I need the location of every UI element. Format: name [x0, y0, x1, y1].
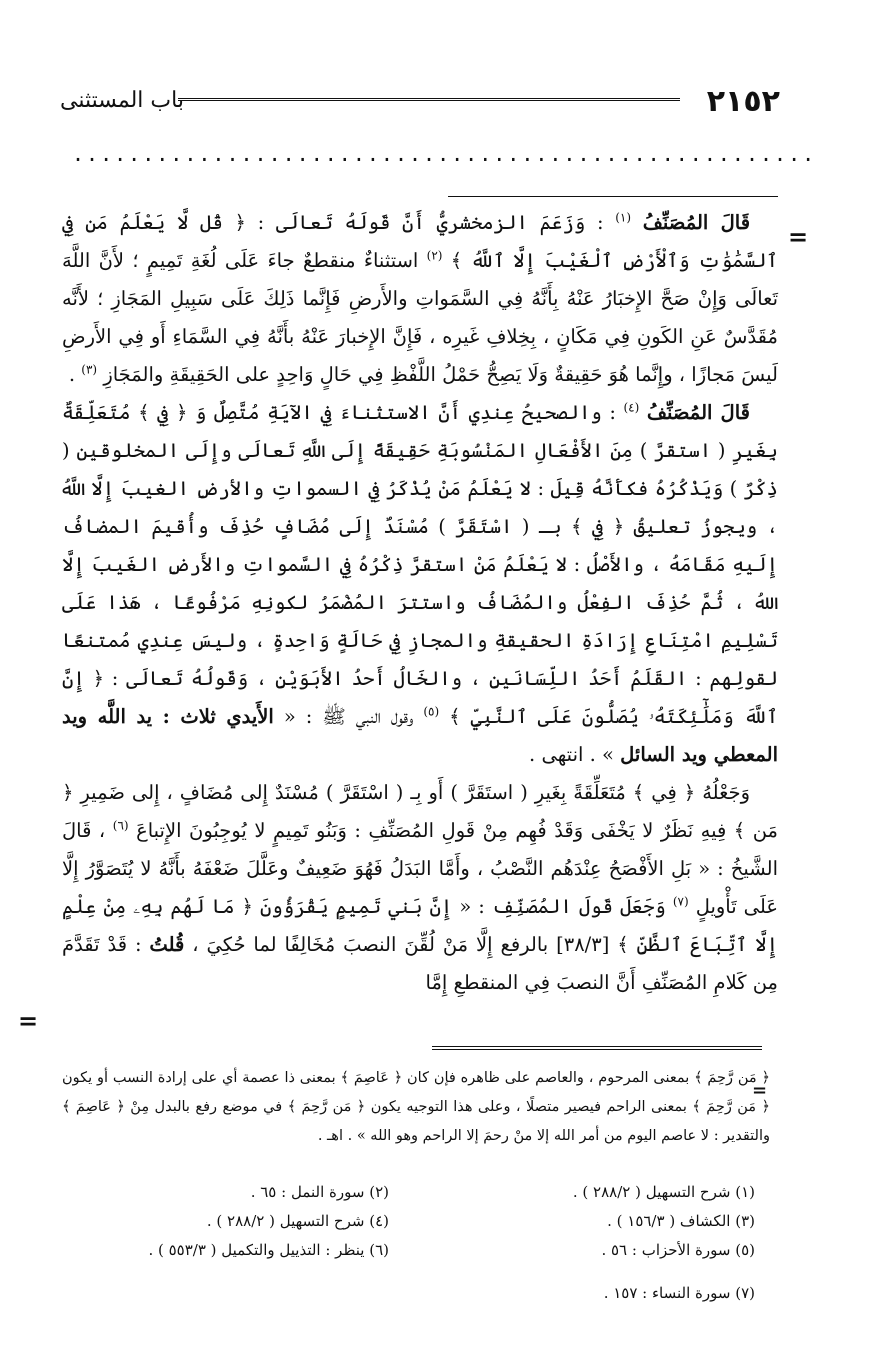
continuation-mark-in: = — [788, 222, 809, 251]
chapter-title: باب المستثنى — [60, 88, 184, 113]
body-text: . — [68, 363, 76, 386]
footnote-continuation-mark: = — [752, 1080, 768, 1101]
footnote-text: ﴿ مَن رَّحِمَ ﴾ بمعنى المرحوم ، والعاصم على ظاهره فإن كان ﴿ عَاصِمَ ﴾ بمعنى ذا عصمة أي على إرادة النسب أو يكون ﴿ مَن رَّحِمَ ﴾ بمعنى الراحم فيصير متصلًا ، وعلى هذا التوجيه يكون ﴿ مَن رَّحِمَ ﴾ في موضع رفع بالبدل مِنْ ﴿ عَاصِمَ ﴾ والتقدير : لا عاصم اليوم من أمر الله إلا منْ رحمَ إلا الراحم وهو الله » . اهـ . — [62, 1070, 770, 1144]
body-text: : والصحيحُ عِندِي أَنَّ الاستثناءَ فِي الآيَةِ مُتَّصِلٌ وَ ﴿ فِي ﴾ مُتَعَلِّقَةٌ بِغَيرِ ( استقرَّ ) مِنَ الأَفْعَالِ المَنْسُوبَةِ حَقِيقَةً إِلَى اللَّهِ تَعالَى وإِلَى المخلوقين ( ذِكْرٌ ) وَيَذْكُرُهُ فكأَنَّهُ قِيلَ : لا يَعْلَمُ مَنْ يُذْكَرُ فِي السمواتِ والأرضِ الغيبَ إِلَّا اللَّهُ ، ويجوزُ تعليقُ ﴿ فِي ﴾ بـ ( اسْتَقَرَّ ) مُسْنَدٌ إِلَى مُضَافٍ حُذِفَ وأُقيمَ المضافُ إِلَيهِ مَقَامَهُ ، والأَصْلُ : لا يَعْلَمُ مَنْ استقرَّ ذِكْرُهُ فِي السَّمواتِ والأَرضِ الغَيبَ إِلَّا اللهُ ، ثُمَّ حُذِفَ الفِعْلُ والمُضَافُ واستترَ المُضْمَرُ لكونِهِ مَرْفُوعًا ، هَذا عَلَى تَسْلِيمِ امْتِنَاعِ إِرَادَةِ الحقيقةِ والمجازِ فِي حَالَةٍ وَاحِدةٍ ، وليسَ عِندِي مُمتنعًا لقولِهم : القَلَمُ أَحَدُ اللِّسَانَينِ ، والخَالُ أَحدُ الأَبَوَيْنِ ، وَقَولُهُ تَعالَى : ﴿ إِنَّ ٱللَّهَ وَمَلَٰٓئِكَتَهُۥ يُصَلُّونَ عَلَى ٱلنَّبِيِّ ﴾ — [62, 401, 778, 728]
footnote-separator — [432, 1046, 762, 1050]
footnote-ref: (٦) — [112, 818, 129, 833]
footnote-item: (١) شرح التسهيل ( ٢٨٨/٢ ) . — [572, 1183, 755, 1201]
body-text: : قَدْ تَقَدَّمَ مِن كَلامِ المُصَنِّفِ أَنَّ النصبَ فِي المنقطعِ إِمَّا — [62, 933, 778, 994]
running-header — [60, 84, 780, 124]
author-label: قَالَ المُصَنِّفُ — [646, 401, 750, 424]
footnotes-carryover — [62, 1064, 770, 1151]
body-text: : وَزَعَمَ الزمخشريُّ أَنَّ قَولَهُ تَعالَى : ﴿ قُل لَّا يَعْلَمُ مَن فِي ٱلسَّمَٰوَٰتِ وَٱلْأَرْضِ ٱلْغَيْبَ إِلَّا ٱللَّهُ ﴾ — [62, 211, 778, 272]
footnote-item: (٥) سورة الأحزاب : ٥٦ . — [601, 1241, 755, 1259]
footnote-ref: (٤) — [623, 400, 640, 415]
dotted-separator: ..................................................... — [72, 142, 817, 166]
paragraph — [62, 394, 778, 774]
top-rule — [448, 196, 778, 197]
body-text: ، قَالَ الشَّيخُ : « بَلِ الأَفْصَحُ عِنْدَهُم النَّصْبُ ، وأَمَّا البَدَلُ فَهُوَ ضَعِيفٌ وعَلَّلَ ضَعْفَهُ بأَنَّهُ لا يُتَصَوَّرُ إِلَّا عَلَى تَأْويلٍ — [62, 819, 779, 918]
footnote-ref: (١) — [615, 210, 632, 225]
footnote-ref: (٧) — [672, 894, 689, 909]
body-text: » . انتهى . — [529, 743, 614, 766]
header-rule — [178, 98, 680, 101]
footnote-item: (٤) شرح التسهيل ( ٢٨٨/٢ ) . — [206, 1212, 389, 1230]
body-text: وَجَعَلَ قَولَ المُصَنِّفِ : « إِنَّ بَني تَمِيمٍ يَقْرَؤُونَ ﴿ مَا لَهُم بِهِۦ مِنْ عِلْمٍ إِلَّا ٱتِّبَاعَ ٱلظَّنِّ ﴾ [٣٨/٣] بالرفع إِلَّا مَنْ لُقِّنَ النصبَ مُخَالِفًا لما حُكِيَ ، — [62, 895, 779, 956]
body-text: وَجَعْلُهُ ﴿ فِي ﴾ مُتَعَلِّقَةً بِغَيرِ ( استَقَرَّ ) أَو بِـ ( اسْتَقَرَّ ) مُسْنَدٌ إِلى مُضَافٍ ، إِلى ضَمِيرِ ﴿ مَن ﴾ فِيهِ نَظَرٌ لا يَخْفَى وَقَدْ فُهِم مِنْ قَولِ المُصَنِّفِ : وَبَنُو تَمِيمٍ لا يُوجِبُونَ الإِتباعَ — [62, 781, 779, 842]
page-number: ٢١٥٢ — [706, 84, 780, 119]
footnote-item: (٢) سورة النمل : ٦٥ . — [250, 1183, 389, 1201]
paragraph — [62, 774, 778, 1002]
body-text: استثناءٌ منقطعٌ جاءَ عَلَى لُغَةِ تَمِيمٍ ؛ لأَنَّ اللَّهَ تَعالَى وَإِنْ صَحَّ الإِخبَارُ عَنْهُ بِأَنَّهُ فِي السَّمَواتِ والأَرضِ فَإِنَّما ذَلِكَ عَلَى سَبِيلِ المَجَازِ ؛ لأَنَّه مُقَدَّسٌ عَنِ الكَونِ فِي مَكَانٍ ، بِخِلافِ غَيرِه ، فَإِنَّ الإِخبارَ عَنْهُ بأَنَّهُ فِي السَّمَاءِ أَو فِي الأَرضِ لَيسَ مَجازًا ، وإِنَّما هُوَ حَقِيقةٌ وَلَا يَصِحُّ حَمْلُ اللَّفْظِ فِي حَالٍ وَاحِدٍ على الحَقِيقَةِ والمَجَازِ — [62, 249, 778, 386]
continuation-mark-out: = — [18, 1006, 39, 1035]
footnote-ref: (٣) — [81, 362, 98, 377]
author-label: قَالَ المُصَنِّفُ — [642, 211, 751, 234]
hadith-quote: الأَيدي ثلاث : يد اللَّه ويد المعطي ويد السائل — [62, 705, 778, 766]
footnote-item: (٣) الكشاف ( ١٥٦/٣ ) . — [607, 1212, 755, 1230]
main-text — [62, 204, 778, 1002]
paragraph — [62, 204, 778, 394]
footnote-ref: (٥) — [423, 704, 440, 719]
footnote-item: (٦) ينظر : التذييل والتكميل ( ٥٥٣/٣ ) . — [148, 1241, 389, 1259]
body-text: وقول النبي ﷺ : « — [283, 705, 414, 728]
footnote-item: (٧) سورة النساء : ١٥٧ . — [603, 1284, 755, 1302]
author-label: قُلتُ — [149, 933, 185, 956]
footnote-ref: (٢) — [426, 248, 443, 263]
